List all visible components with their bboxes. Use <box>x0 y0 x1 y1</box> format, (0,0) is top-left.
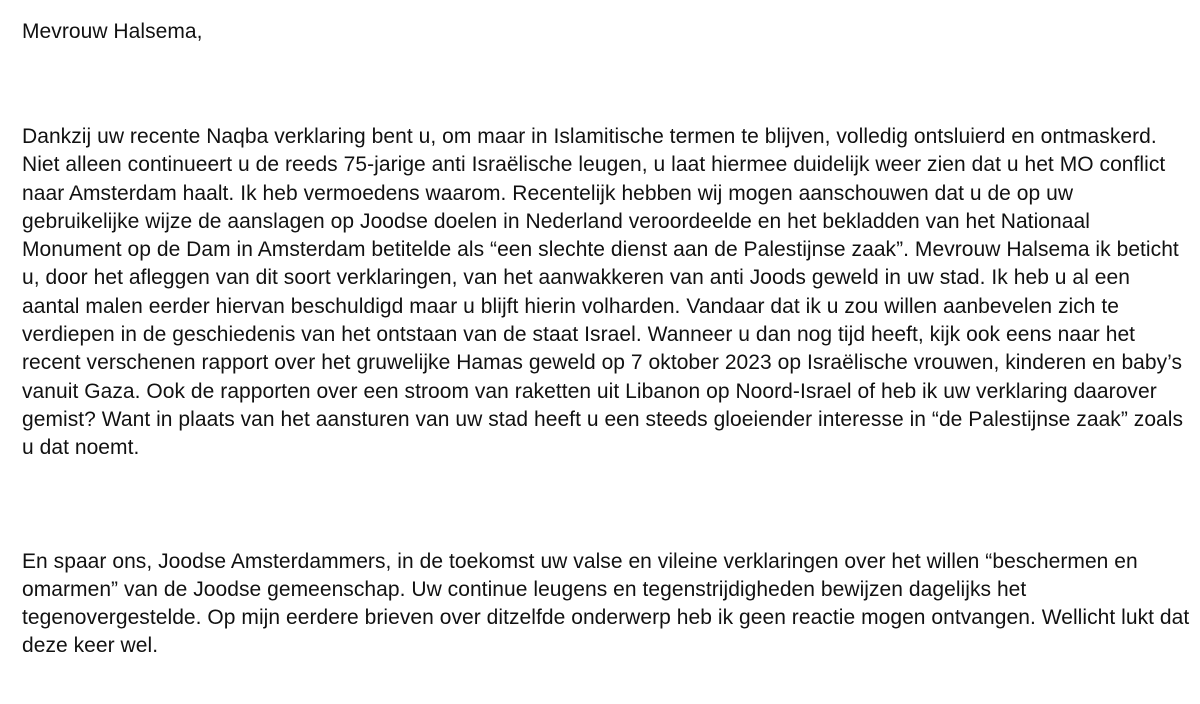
paragraph-1: Dankzij uw recente Naqba verklaring bent u, om maar in Islamitische termen te blijven, volledig ontsluierd en ontmaskerd. Niet alleen continueert u de reeds 75-jarige anti Israëlische leugen, u laat hiermee duidelijk weer zien dat u het MO conflict naar Amsterdam haalt. Ik heb vermoedens waarom. Recentelijk hebben wij mogen aanschouwen dat u de op uw gebruikelijke wijze de aanslagen op Joodse doelen in Nederland veroordeelde en het bekladden van het Nationaal Monument op de Dam in Amsterdam betitelde als “een slechte dienst aan de Palestijnse zaak”. Mevrouw Halsema ik beticht u, door het afleggen van dit soort verklaringen, van het aanwakkeren van anti Joods geweld in uw stad. Ik heb u al een aantal malen eerder hiervan beschuldigd maar u blijft hierin volharden. Vandaar dat ik u zou willen aanbevelen zich te verdiepen in de geschiedenis van het ontstaan van de staat Israel. Wanneer u dan nog tijd heeft, kijk ook eens naar het recent verschenen rapport over het gruwelijke Hamas geweld op 7 oktober 2023 op Israëlische vrouwen, kinderen en baby’s vanuit Gaza. Ook de rapporten over een stroom van raketten uit Libanon op Noord-Israel of heb ik uw verklaring daarover gemist? Want in plaats van het aansturen van uw stad heeft u een steeds gloeiender interesse in “de Palestijnse zaak” zoals u dat noemt. <box>22 125 1184 460</box>
salutation: Mevrouw Halsema, <box>22 20 203 43</box>
letter-body <box>22 18 1192 661</box>
paragraph-2: En spaar ons, Joodse Amsterdammers, in de toekomst uw valse en vileine verklaringen over het willen “beschermen en omarmen” van de Joodse gemeenschap. Uw continue leugens en tegenstrijdigheden bewijzen dagelijks het tegenovergestelde. Op mijn eerdere brieven over ditzelfde onderwerp heb ik geen reactie mogen ontvangen. Wellicht lukt dat deze keer wel. <box>22 549 1190 658</box>
